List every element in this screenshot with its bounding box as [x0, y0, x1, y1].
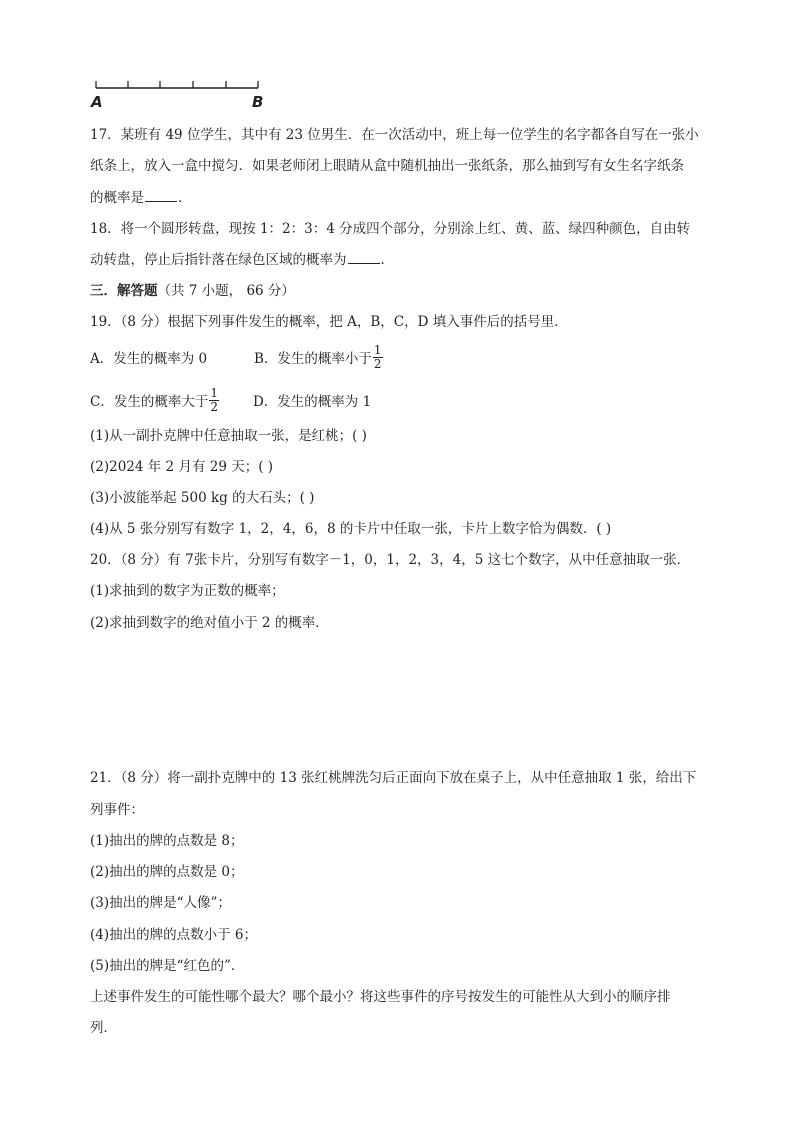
q19-options-cd: [90, 386, 720, 416]
q21-ask-1: 上述事件发生的可能性哪个最大？哪个最小？将这些事件的序号按发生的可能性从大到小的顺序排: [90, 989, 671, 1005]
q19-sub-4: (4)从 5 张分别写有数字 1，2，4，6，8 的卡片中任取一张，卡片上数字恰为偶数．( ): [90, 521, 612, 537]
fraction-one-half: $\frac{1}{2}$: [210, 386, 218, 414]
section-title: 三．解答题: [90, 283, 158, 299]
q17-line-3: [90, 189, 720, 207]
point-b-label: B: [252, 93, 264, 111]
option-c: C．发生的概率大于: [90, 394, 209, 410]
q20-stem: 20．（8 分）有 7张卡片，分别写有数字－1，0，1，2，3，4，5 这七个数字，从中任意抽取一张．: [90, 552, 691, 568]
q18-line-2: [90, 251, 720, 269]
section-heading: [90, 282, 720, 300]
q17-line-2: 纸条上，放入一盒中搅匀．如果老师闭上眼睛从盒中随机抽出一张纸条，那么抽到写有女生名字纸条: [90, 158, 684, 174]
q21-sub-2: (2)抽出的牌的点数是 0；: [90, 864, 244, 880]
q21-line-1: 21．（8 分）将一副扑克牌中的 13 张红桃牌洗匀后正面向下放在桌子上，从中任意抽取 1 张，给出下: [90, 770, 697, 786]
q21-sub-1: (1)抽出的牌的点数是 8；: [90, 833, 244, 849]
q17-period: ．: [178, 190, 192, 206]
segment-ab-figure: [90, 76, 270, 96]
q21-sub-5: (5)抽出的牌是“红色的”．: [90, 958, 245, 974]
section-info: （共 7 小题， 66 分）: [157, 283, 295, 299]
q20-sub-1: (1)求抽到的数字为正数的概率；: [90, 583, 285, 599]
q17-line-1: 17．某班有 49 位学生，其中有 23 位男生．在一次活动中，班上每一位学生的名字都各自写在一张小: [90, 127, 699, 143]
q18-text: 动转盘，停止后指针落在绿色区域的概率为: [90, 252, 347, 268]
q21-ask-2: 列．: [90, 1020, 117, 1036]
answer-blank[interactable]: [348, 251, 380, 264]
option-b: B．发生的概率小于: [254, 351, 372, 367]
q19-options-ab: [90, 343, 720, 373]
q19-sub-3: (3)小波能举起 500 kg 的大石头；( ): [90, 490, 315, 506]
q19-sub-1: (1)从一副扑克牌中任意抽取一张，是红桃；( ): [90, 428, 367, 444]
point-a-label: A: [91, 93, 103, 111]
q21-line-2: 列事件：: [90, 802, 144, 818]
q18-line-1: 18．将一个圆形转盘，现按 1：2：3：4 分成四个部分，分别涂上红、黄、蓝、绿四种颜色，自由转: [90, 221, 691, 237]
option-a: A．发生的概率为 0: [90, 351, 208, 367]
q18-period: ．: [380, 252, 394, 268]
q17-text: 的概率是: [90, 190, 144, 206]
q21-sub-4: (4)抽出的牌的点数小于 6；: [90, 927, 258, 943]
answer-blank[interactable]: [145, 189, 177, 202]
q20-sub-2: (2)求抽到数字的绝对值小于 2 的概率．: [90, 615, 329, 631]
option-d: D．发生的概率为 1: [252, 394, 372, 410]
q19-stem: 19．（8 分）根据下列事件发生的概率，把 A，B，C，D 填入事件后的括号里．: [90, 314, 568, 330]
fraction-one-half: $\frac{1}{2}$: [373, 343, 382, 371]
q21-sub-3: (3)抽出的牌是“人像”；: [90, 895, 231, 911]
q19-sub-2: (2)2024 年 2 月有 29 天；( ): [90, 459, 274, 475]
